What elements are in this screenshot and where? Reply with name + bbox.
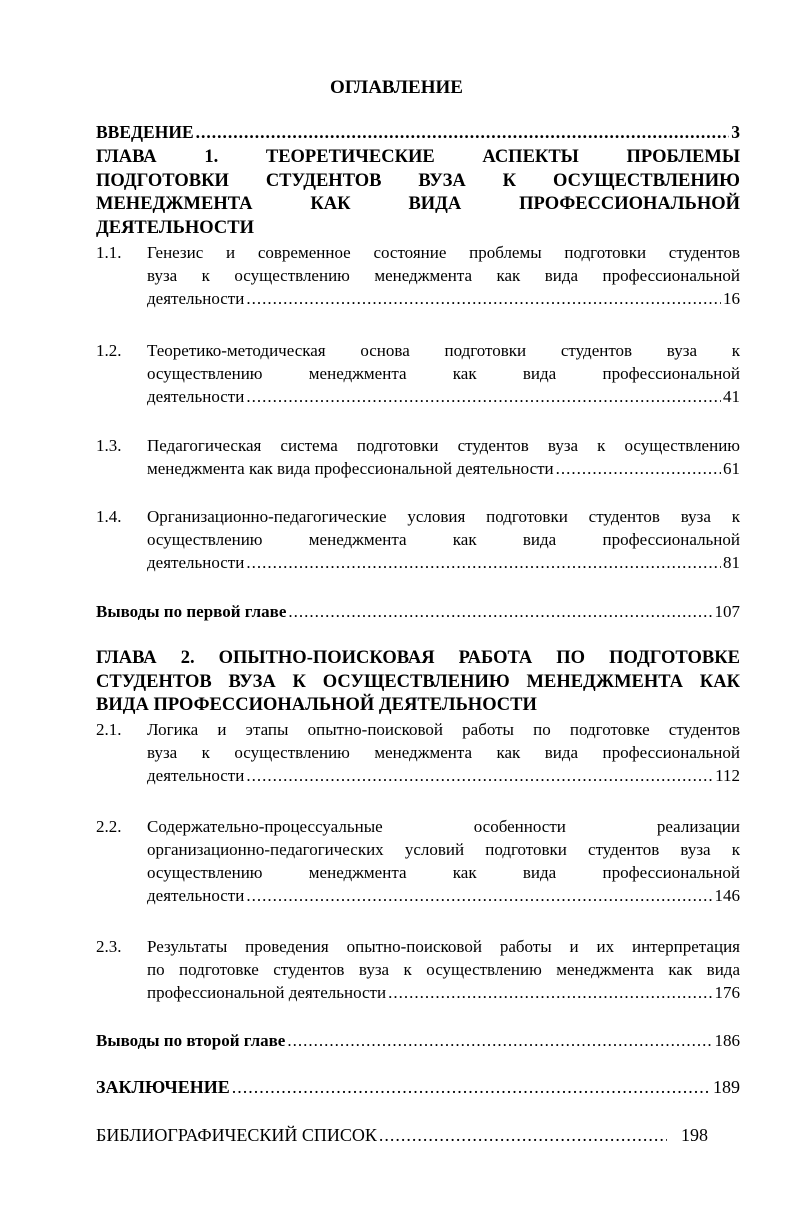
leader-dots [379, 1124, 667, 1147]
toc-entry-bibliography[interactable] [96, 1124, 708, 1147]
section-line: Содержательно-процессуальные особенности реализации [147, 817, 740, 836]
section-number: 2.1. [96, 720, 122, 739]
section-line: осуществлению менеджмента как вида профессиональной [147, 863, 740, 882]
heading-line: СТУДЕНТОВ ВУЗА К ОСУЩЕСТВЛЕНИЮ МЕНЕДЖМЕНТА КАК [96, 671, 740, 692]
toc-entry-chapter-2-conclusion[interactable] [96, 1029, 740, 1052]
section-line: профессиональной деятельности [147, 983, 387, 1002]
toc-entry-label: БИБЛИОГРАФИЧЕСКИЙ СПИСОК [96, 1125, 377, 1145]
toc-entry-chapter-1-conclusion[interactable] [96, 600, 740, 623]
section-line: деятельности [147, 289, 245, 308]
section-number: 2.3. [96, 937, 122, 956]
toc-page-number: 16 [723, 289, 740, 308]
section-line: осуществлению менеджмента как вида профессиональной [147, 364, 740, 383]
leader-dots [246, 287, 721, 310]
toc-entry-intro[interactable] [96, 121, 740, 144]
toc-page-number: 107 [714, 602, 740, 621]
leader-dots [246, 385, 721, 408]
toc-page-number: 189 [713, 1077, 740, 1097]
section-line: вуза к осуществлению менеджмента как вида профессиональной [147, 266, 740, 285]
toc-entry-2-3[interactable] [147, 935, 740, 1004]
section-line: Генезис и современное состояние проблемы подготовки студентов [147, 243, 740, 262]
section-line: Теоретико-методическая основа подготовки студентов вуза к [147, 341, 740, 360]
section-line: организационно-педагогических условий подготовки студентов вуза к [147, 840, 740, 859]
toc-entry-label: ВВЕДЕНИЕ [96, 122, 194, 142]
toc-page-number: 186 [714, 1031, 740, 1050]
toc-entry-2-2[interactable] [147, 815, 740, 907]
toc-entry-2-1[interactable] [147, 718, 740, 787]
section-line: Организационно-педагогические условия подготовки студентов вуза к [147, 507, 740, 526]
section-number: 2.2. [96, 817, 122, 836]
page-title: ОГЛАВЛЕНИЕ [330, 77, 463, 98]
section-line: Результаты проведения опытно-поисковой работы и их интерпретация [147, 937, 740, 956]
section-line: вуза к осуществлению менеджмента как вида профессиональной [147, 743, 740, 762]
leader-dots [246, 551, 721, 574]
section-line: менеджмента как вида профессиональной деятельности [147, 459, 554, 478]
toc-entry-label: ЗАКЛЮЧЕНИЕ [96, 1077, 230, 1097]
heading-line: ГЛАВА 2. ОПЫТНО-ПОИСКОВАЯ РАБОТА ПО ПОДГОТОВКЕ [96, 648, 740, 668]
leader-dots [556, 457, 721, 480]
section-number: 1.2. [96, 341, 122, 360]
toc-page-number: 112 [715, 766, 740, 785]
section-number: 1.4. [96, 507, 122, 526]
section-number: 1.1. [96, 243, 122, 262]
section-number: 1.3. [96, 436, 122, 455]
section-line: деятельности [147, 886, 245, 905]
heading-line: ПОДГОТОВКИ СТУДЕНТОВ ВУЗА К ОСУЩЕСТВЛЕНИЮ [96, 170, 740, 191]
section-line: Педагогическая система подготовки студентов вуза к осуществлению [147, 436, 740, 455]
leader-dots [246, 884, 712, 907]
heading-line: ГЛАВА 1. ТЕОРЕТИЧЕСКИЕ АСПЕКТЫ ПРОБЛЕМЫ [96, 147, 740, 167]
section-line: Логика и этапы опытно-поисковой работы по подготовке студентов [147, 720, 740, 739]
leader-dots [388, 981, 712, 1004]
toc-entry-label: Выводы по первой главе [96, 602, 287, 621]
toc-entry-1-3[interactable] [147, 434, 740, 480]
heading-line: МЕНЕДЖМЕНТА КАК ВИДА ПРОФЕССИОНАЛЬНОЙ [96, 194, 740, 214]
toc-page-number: 41 [723, 387, 740, 406]
section-line: деятельности [147, 387, 245, 406]
toc-entry-conclusion[interactable] [96, 1076, 740, 1099]
toc-page-number: 146 [714, 886, 740, 905]
toc-entry-label: Выводы по второй главе [96, 1031, 286, 1050]
chapter-1-heading[interactable] [96, 146, 740, 240]
section-line: деятельности [147, 553, 245, 572]
leader-dots [196, 121, 730, 144]
leader-dots [288, 600, 712, 623]
toc-page-number: 81 [723, 553, 740, 572]
toc-page-number: 61 [723, 459, 740, 478]
toc-entry-1-2[interactable] [147, 339, 740, 408]
toc-page-number: 3 [731, 122, 740, 142]
leader-dots [232, 1076, 711, 1099]
section-line: осуществлению менеджмента как вида профессиональной [147, 530, 740, 549]
chapter-2-heading[interactable] [96, 647, 740, 718]
toc-page-number: 176 [714, 983, 740, 1002]
heading-line: ВИДА ПРОФЕССИОНАЛЬНОЙ ДЕЯТЕЛЬНОСТИ [96, 695, 537, 715]
section-line: по подготовке студентов вуза к осуществлению менеджмента как вида [147, 960, 740, 979]
leader-dots [246, 764, 713, 787]
toc-entry-1-4[interactable] [147, 505, 740, 574]
toc-entry-1-1[interactable] [147, 241, 740, 310]
heading-line: ДЕЯТЕЛЬНОСТИ [96, 217, 254, 238]
leader-dots [287, 1029, 712, 1052]
section-line: деятельности [147, 766, 245, 785]
toc-page-number: 198 [681, 1125, 708, 1145]
